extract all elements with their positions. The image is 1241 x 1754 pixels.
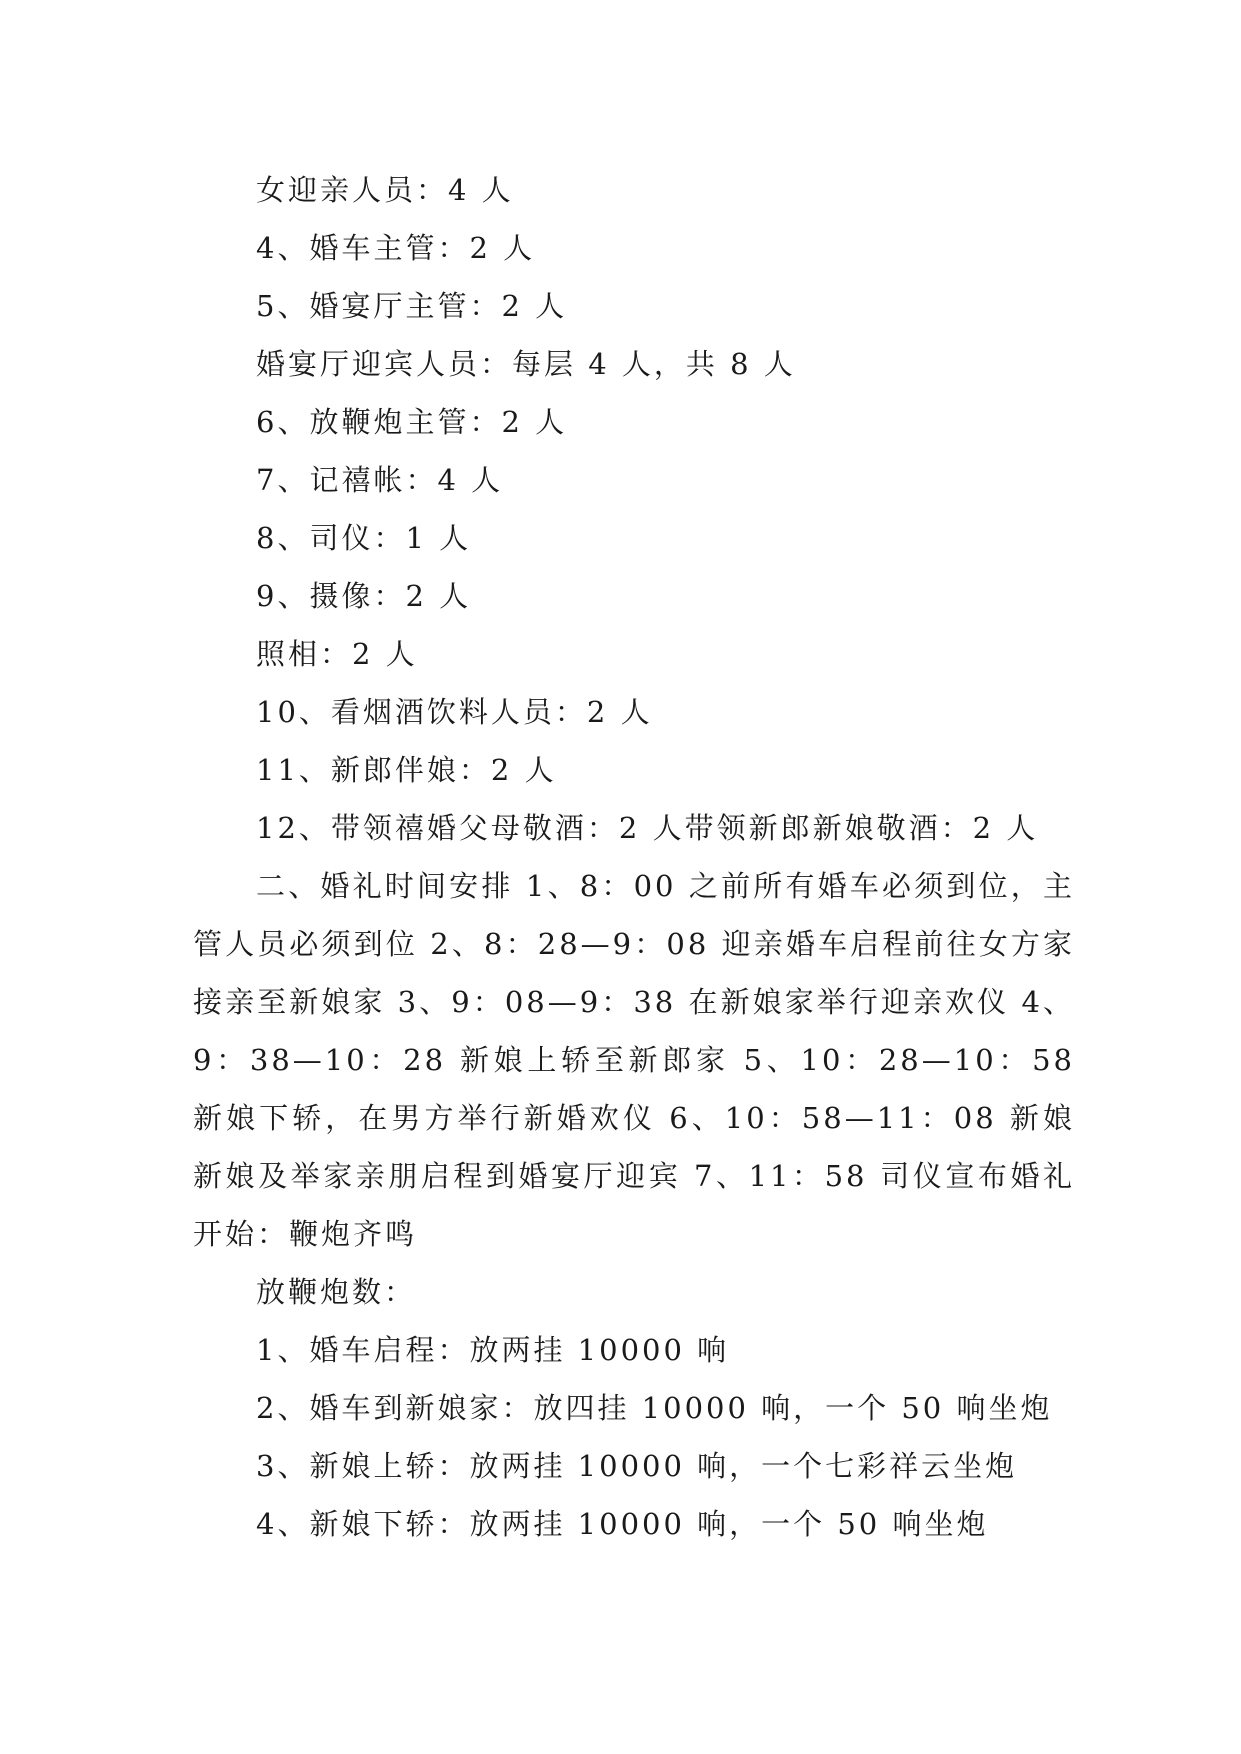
staff-line: 4、婚车主管：2 人 [256, 231, 536, 265]
firecracker-line: 2、婚车到新娘家：放四挂 10000 响，一个 50 响坐炮 [256, 1391, 1053, 1425]
staff-line: 11、新郎伴娘：2 人 [256, 753, 557, 787]
firecracker-line: 3、新娘上轿：放两挂 10000 响，一个七彩祥云坐炮 [256, 1449, 1018, 1483]
schedule-paragraph: 二、婚礼时间安排 1、8：00 之前所有婚车必须到位，主管人员必须到位 2、8：28—9：08 迎亲婚车启程前往女方家接亲至新娘家 3、9：08—9：38 在新娘家举行迎亲欢仪 4、9：38—10：28 新娘上轿至新郎家 5、10：28—10：58 新娘下轿，在男方举行新婚欢仪 6、10：58—11：08 新娘新娘及举家亲朋启程到婚宴厅迎宾 7、11：58 司仪宣布婚礼开始：鞭炮齐鸣 [193, 869, 1075, 1251]
staff-line: 7、记禧帐：4 人 [256, 463, 504, 497]
staff-line: 女迎亲人员：4 人 [256, 173, 514, 207]
staff-line: 6、放鞭炮主管：2 人 [256, 405, 568, 439]
firecracker-line: 1、婚车启程：放两挂 10000 响 [256, 1333, 730, 1367]
staff-line: 婚宴厅迎宾人员：每层 4 人，共 8 人 [256, 347, 796, 381]
staff-line: 12、带领禧婚父母敬酒：2 人带领新郎新娘敬酒：2 人 [256, 811, 1039, 845]
staff-line: 8、司仪：1 人 [256, 521, 472, 555]
firecracker-line: 4、新娘下轿：放两挂 10000 响，一个 50 响坐炮 [256, 1507, 989, 1541]
firecracker-heading: 放鞭炮数： [256, 1275, 417, 1309]
staff-line: 10、看烟酒饮料人员：2 人 [256, 695, 653, 729]
staff-line: 照相：2 人 [256, 637, 418, 671]
document-body [193, 161, 1075, 1553]
staff-line: 9、摄像：2 人 [256, 579, 472, 613]
staff-line: 5、婚宴厅主管：2 人 [256, 289, 568, 323]
